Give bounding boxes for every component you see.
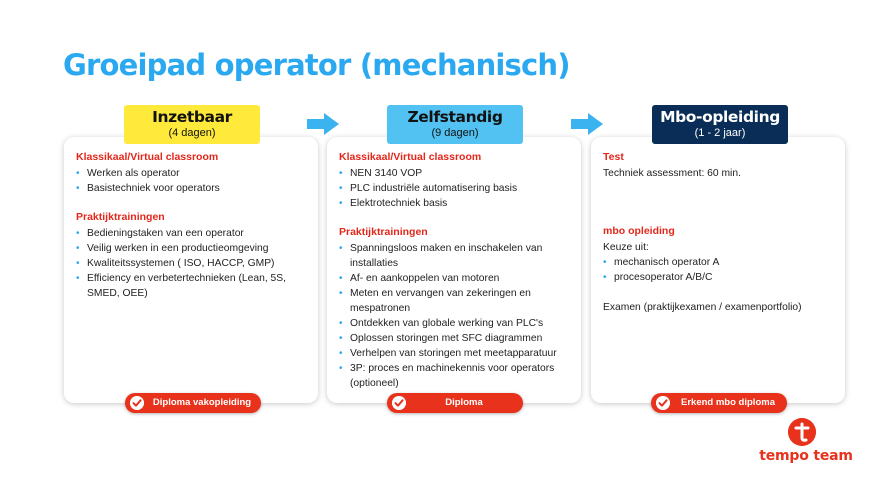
list-item: • Oplossen storingen met SFC diagrammen — [339, 333, 543, 344]
check-icon — [656, 396, 670, 410]
check-icon — [392, 396, 406, 410]
stage-header-mbo-opleiding — [652, 105, 788, 144]
list-item: • Ontdekken van globale werking van PLC's — [339, 318, 544, 329]
diploma-badge — [651, 393, 787, 413]
list-item: • PLC industriële automatisering basis — [339, 183, 518, 194]
bullet-icon: • — [339, 318, 343, 329]
exam-description: Examen (praktijkexamen / examenportfolio) — [603, 302, 802, 313]
stage-duration: (1 - 2 jaar) — [694, 127, 746, 139]
diploma-badge — [387, 393, 523, 428]
bullet-icon: • — [339, 183, 343, 194]
badge-label: Diploma vakopleiding — [152, 397, 252, 408]
list-item: • Af- en aankoppelen van motoren — [339, 273, 500, 284]
bullet-icon: • — [339, 273, 343, 284]
choice-intro: Keuze uit: — [603, 242, 649, 253]
bullet-icon: • — [339, 363, 343, 374]
bullet-icon: • — [76, 258, 80, 269]
logo-text: tempo team — [759, 448, 853, 464]
stage-header-inzetbaar — [124, 105, 260, 144]
stage-title: Zelfstandig — [407, 108, 503, 126]
stage-title: Mbo-opleiding — [660, 108, 780, 126]
list-item: • 3P: proces en machinekennis voor operators (optioneel) — [339, 363, 555, 389]
stage-card-zelfstandig — [327, 137, 581, 403]
stage-header-zelfstandig — [387, 105, 523, 144]
stage-duration: (9 dagen) — [431, 127, 479, 139]
tempo-team-logo-mark-icon — [788, 418, 816, 446]
badge-label: Erkend mbo diploma — [681, 397, 775, 408]
list-item: • Werken als operator — [76, 168, 180, 179]
page-title: Groeipad operator (mechanisch) — [63, 48, 570, 82]
bullet-icon: • — [76, 228, 80, 239]
section-heading: Klassikaal/Virtual classroom — [76, 151, 219, 163]
badge-label: Diploma beroepsopleiding — [424, 397, 504, 428]
list-item: • Elektrotechniek basis — [339, 198, 448, 209]
bullet-icon: • — [339, 168, 343, 179]
section-heading: Klassikaal/Virtual classroom — [339, 151, 482, 163]
bullet-icon: • — [603, 272, 607, 283]
bullet-list — [339, 241, 571, 391]
list-item: • Meten en vervangen van zekeringen en mespatronen — [339, 288, 531, 314]
check-icon — [130, 396, 144, 410]
arrow-right-icon — [571, 113, 603, 135]
section-heading: Praktijktrainingen — [339, 226, 428, 238]
section-heading: Praktijktrainingen — [76, 211, 165, 223]
bullet-list — [76, 226, 308, 301]
diploma-badge — [125, 393, 261, 413]
section-heading: mbo opleiding — [603, 225, 675, 237]
bullet-icon: • — [76, 273, 80, 284]
bullet-icon: • — [76, 243, 80, 254]
bullet-list — [603, 255, 835, 285]
list-item: • Veilig werken in een productieomgeving — [76, 243, 269, 254]
bullet-icon: • — [339, 288, 343, 299]
bullet-list — [76, 166, 308, 196]
stage-card-inzetbaar — [64, 137, 318, 403]
list-item: • Verhelpen van storingen met meetapparatuur — [339, 348, 557, 359]
list-item: • Kwaliteitssystemen ( ISO, HACCP, GMP) — [76, 258, 275, 269]
list-item: • Basistechniek voor operators — [76, 183, 220, 194]
bullet-icon: • — [339, 348, 343, 359]
list-item: • procesoperator A/B/C — [603, 272, 713, 283]
arrow-right-icon — [307, 113, 339, 135]
bullet-icon: • — [603, 257, 607, 268]
list-item: • Bedieningstaken van een operator — [76, 228, 244, 239]
list-item: • mechanisch operator A — [603, 257, 720, 268]
test-description: Techniek assessment: 60 min. — [603, 168, 741, 179]
bullet-icon: • — [76, 168, 80, 179]
stage-card-mbo-opleiding — [591, 137, 845, 403]
bullet-icon: • — [339, 333, 343, 344]
bullet-list — [339, 166, 571, 211]
list-item: • Efficiency en verbetertechnieken (Lean, 5S, SMED, OEE) — [76, 273, 287, 299]
stage-title: Inzetbaar — [152, 108, 232, 126]
section-heading: Test — [603, 151, 624, 163]
stage-duration: (4 dagen) — [168, 127, 216, 139]
tempo-team-logo — [758, 418, 854, 468]
list-item: • Spanningsloos maken en inschakelen van installaties — [339, 243, 543, 269]
bullet-icon: • — [76, 183, 80, 194]
list-item: • NEN 3140 VOP — [339, 168, 423, 179]
bullet-icon: • — [339, 243, 343, 254]
bullet-icon: • — [339, 198, 343, 209]
